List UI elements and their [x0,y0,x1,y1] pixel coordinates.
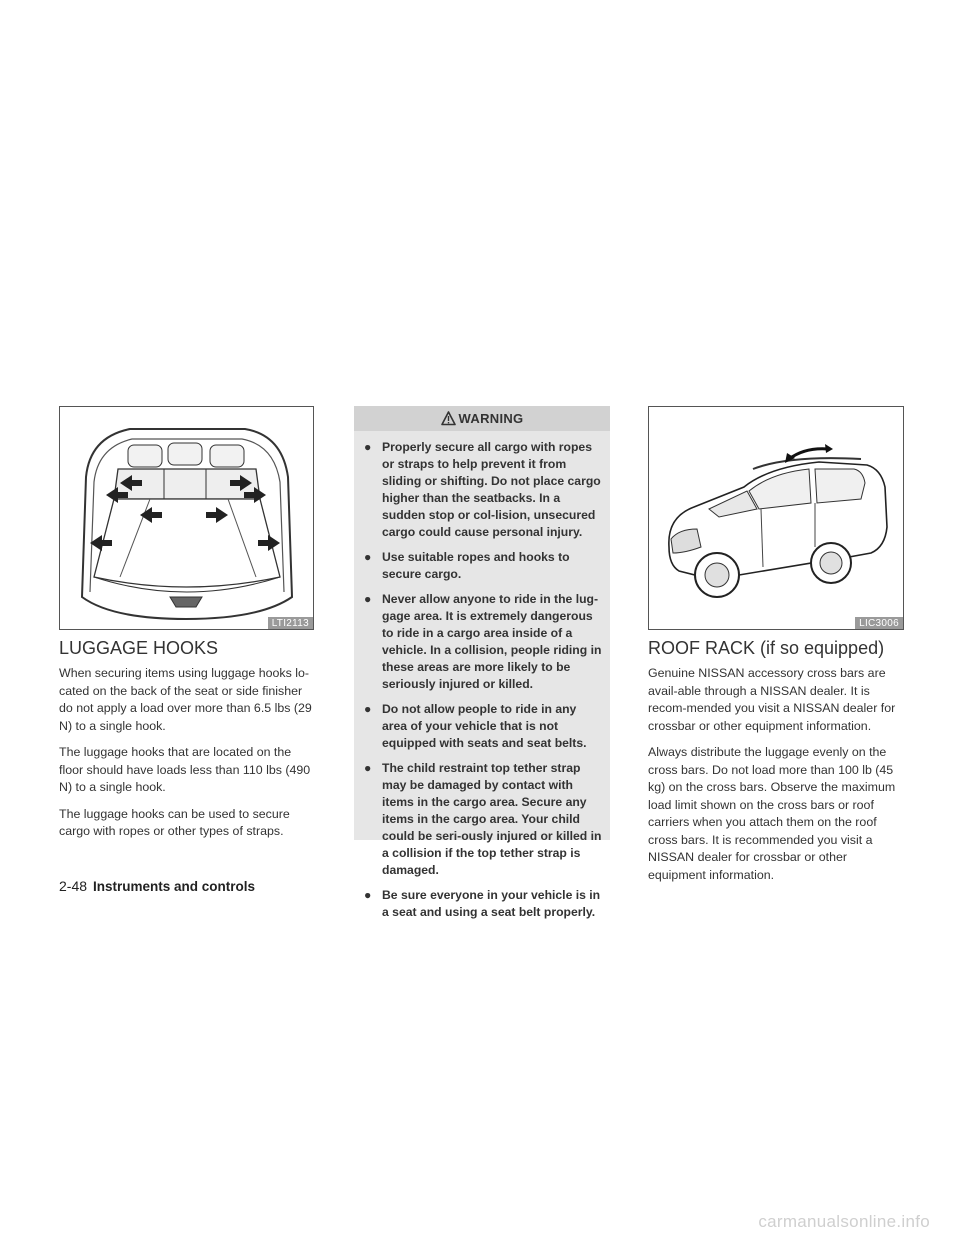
warning-icon [441,411,456,426]
page-number: 2-48 [59,878,88,894]
cargo-area-illustration [60,407,312,628]
car-illustration [649,407,902,628]
bullet: ● [364,550,372,564]
warning-text: Use suitable ropes and hooks to secure cargo. [382,550,570,581]
paragraph: Genuine NISSAN accessory cross bars are avail-able through a NISSAN dealer. It is recom-mended you visit a NISSAN dealer for crossbar or other equipment information. [648,666,896,733]
roof-rack-text [648,665,905,893]
list-item [364,760,602,879]
paragraph: The luggage hooks can be used to secure cargo with ropes or other types of straps. [59,806,290,838]
luggage-hooks-figure [59,406,314,630]
warning-text: The child restraint top tether strap may be damaged by contact with items in the cargo area. Secure any items in the cargo area. Your child could be seri-ously injured or killed in a collision if the top tether strap is damaged. [382,761,602,877]
bullet: ● [364,702,372,716]
bullet: ● [364,592,372,606]
warning-text: Properly secure all cargo with ropes or straps to help prevent it from sliding or shifting. Do not place cargo higher than the seatbacks. In a sudden stop or col-lision, unsecured cargo could cause personal injury. [382,440,601,539]
paragraph: When securing items using luggage hooks lo-cated on the back of the seat or side finisher do not apply a load over more than 6.5 lbs (29 N) to a single hook. [59,666,312,733]
bullet: ● [364,440,372,454]
list-item [364,439,602,541]
roof-rack-heading: ROOF RACK (if so equipped) [648,638,885,658]
warning-list [354,439,610,921]
list-item [364,701,602,752]
warning-text: Never allow anyone to ride in the lug-gage area. It is extremely dangerous to ride in a cargo area inside of a vehicle. In a collision, people riding in these areas are more likely to be seriously injured or killed. [382,592,602,691]
warning-box [354,406,610,919]
luggage-hooks-text [59,665,316,850]
list-item [364,887,602,921]
bullet: ● [364,888,372,902]
bullet: ● [364,761,372,775]
watermark: carmanualsonline.info [758,1212,930,1231]
page-footer [59,878,255,894]
roof-rack-figure [648,406,904,630]
paragraph: The luggage hooks that are located on the floor should have loads less than 110 lbs (490 N) to a single hook. [59,745,311,794]
paragraph: Always distribute the luggage evenly on the cross bars. Do not load more than 100 lb (45 kg) on the cross bars. Observe the maximum load limit shown on the cross bars or roof carriers when you attach them on the roof cross bars. It is recommended you visit a NISSAN dealer for crossbar or other equipment information. [648,745,896,882]
warning-title: WARNING [458,411,524,426]
list-item [364,591,602,693]
section-title: Instruments and controls [93,879,256,894]
warning-header [354,406,610,431]
figure-code: LIC3006 [855,617,903,629]
warning-text: Do not allow people to ride in any area of your vehicle that is not equipped with seats and seat belts. [382,702,587,750]
warning-text: Be sure everyone in your vehicle is in a seat and using a seat belt properly. [382,888,601,919]
luggage-hooks-heading: LUGGAGE HOOKS [59,638,219,658]
list-item [364,549,602,583]
figure-code: LTI2113 [268,617,313,629]
